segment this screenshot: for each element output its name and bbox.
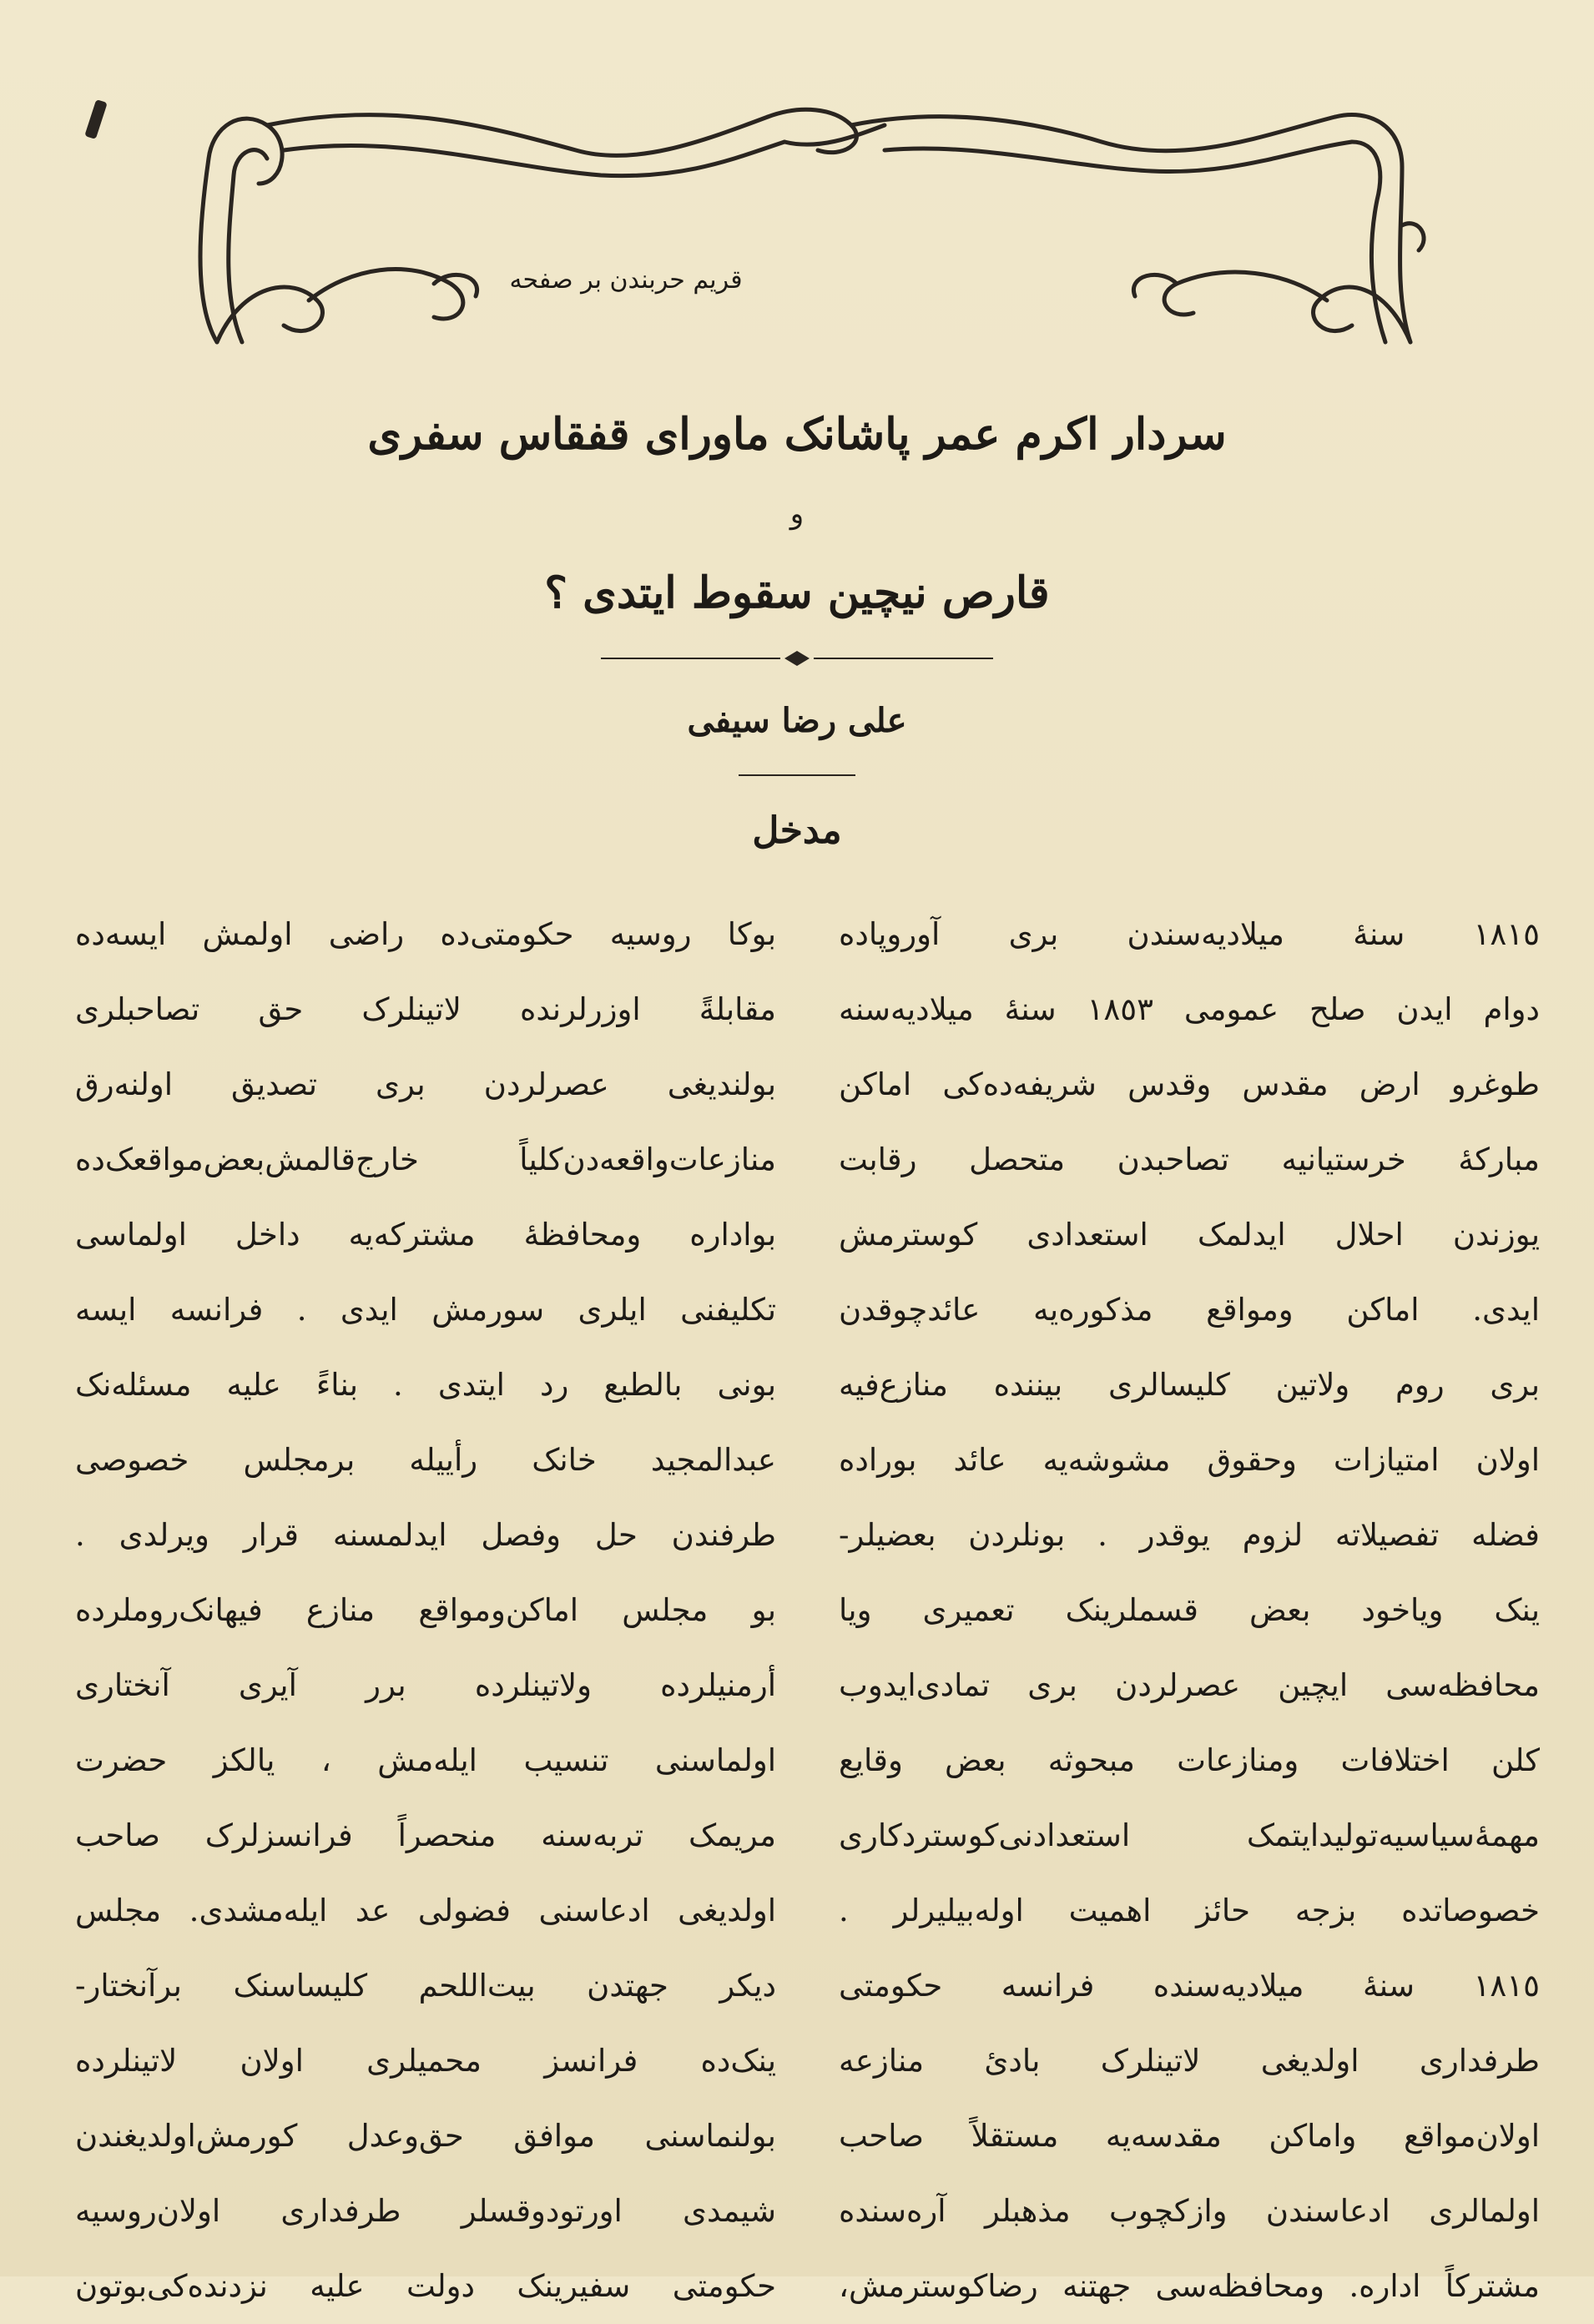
- author-name: علی رضا سیفی: [687, 701, 907, 740]
- text-line: حکومتی سفیرینک دولت علیه نزدنده‌کی‌بوتون: [75, 2268, 776, 2304]
- header-caption: قریم حربندن بر صفحه: [509, 265, 743, 295]
- title-divider-right: [814, 658, 993, 659]
- text-line: ١٨١٥ سنهٔ میلادیه‌سنده فرانسه حکومتی: [839, 1968, 1540, 2004]
- text-column-right: [839, 897, 1540, 2304]
- text-line: أرمنیلرده ولاتینلرده برر آیری آنختاری: [75, 1667, 776, 1703]
- article-title-line-2: قارص نیچین سقوط ایتدی ؟: [544, 567, 1050, 618]
- text-line: محافظه‌سی ایچین عصرلردن بری تمادی‌ایدوب: [839, 1667, 1540, 1703]
- text-line: منازعات‌واقعه‌دن‌کلیاً خارج‌قالمش‌بعض‌مواقعک‌ده: [75, 1142, 776, 1177]
- text-line: مهمهٔ‌سیاسیه‌تولیدایتمک استعدادنی‌کوستردکاری: [839, 1817, 1540, 1853]
- text-line: خصوصاتده بزجه حائز اهمیت اوله‌بیلیرلر .: [839, 1893, 1540, 1928]
- text-line: بو مجلس اماکن‌ومواقع منازع فیهانک‌روملرده: [75, 1592, 776, 1628]
- text-line: اولان امتیازات وحقوق مشوشه‌یه عائد بورادە: [839, 1442, 1540, 1478]
- art-nouveau-header-ornament: [184, 92, 1435, 367]
- text-line: طرفندن حل وفصل ایدلمسنه قرار ویرلدی .: [75, 1517, 776, 1553]
- text-line: ینک‌ده فرانسز محمیلری اولان لاتینلرده: [75, 2043, 776, 2079]
- text-line: اولدیغی ادعاسنی فضولی عد ایله‌مشدی. مجلس: [75, 1893, 776, 1928]
- title-divider-left: [601, 658, 780, 659]
- text-line: ینک ویاخود بعض قسملرینک تعمیری ویا: [839, 1592, 1540, 1628]
- text-line: مریمک تربه‌سنه منحصراً فرانسزلرک صاحب: [75, 1817, 776, 1853]
- text-line: بولندیغی عصرلردن بری تصدیق اولنه‌رق: [75, 1066, 776, 1102]
- text-line: بونی بالطبع رد ایتدی . بناءً علیه مسئله‌نک: [75, 1367, 776, 1403]
- text-line: اولمالری ادعاسندن وازکچوب مذهبلر آره‌سنده: [839, 2193, 1540, 2229]
- text-line: ایدی. اماکن ومواقع مذکوره‌یه عائدچوقدن: [839, 1292, 1540, 1328]
- text-line: بوکا روسیه حکومتی‌ده راضی اولمش ایسه‌ده: [75, 916, 776, 952]
- text-line: مقابلةً اوزرلرنده لاتینلرک حق تصاحبلری: [75, 991, 776, 1027]
- text-line: مبارکهٔ خرستیانیه تصاحبدن متحصل رقابت: [839, 1142, 1540, 1177]
- text-line: اولان‌مواقع واماکن مقدسه‌یه مستقلاً صاحب: [839, 2118, 1540, 2154]
- text-line: کلن اختلافات ومنازعات مبحوثه بعض وقایع: [839, 1742, 1540, 1778]
- text-column-left: [75, 897, 776, 2304]
- text-line: اولماسنی تنسیب ایله‌مش ، یالکز حضرت: [75, 1742, 776, 1778]
- title-divider-ornament: [784, 651, 810, 666]
- ink-mark: [84, 99, 108, 139]
- text-line: بری روم ولاتین کلیسالری بیننده منازع‌فیه: [839, 1367, 1540, 1403]
- text-line: تکلیفنی ایلری سورمش ایدی . فرانسه ایسه: [75, 1292, 776, 1328]
- text-line: مشترکاً اداره. ومحافظه‌سی جهتنه رضاکوسترمش،: [839, 2268, 1540, 2304]
- article-title-line-1: سردار اکرم عمر پاشانک ماورای قفقاس سفری: [367, 409, 1227, 460]
- title-conjunction: و: [789, 497, 805, 531]
- text-line: دوام ایدن صلح عمومی ١٨٥٣ سنهٔ میلادیه‌سنه: [839, 991, 1540, 1027]
- author-underline: [739, 774, 855, 776]
- text-line: بولنماسنی موافق حق‌وعدل کورمش‌اولدیغندن: [75, 2118, 776, 2154]
- text-line: عبدالمجید خانک رأییله برمجلس خصوصی: [75, 1442, 776, 1478]
- text-line: ١٨١٥ سنهٔ میلادیه‌سندن بری آوروپاده: [839, 916, 1540, 952]
- text-line: یوزندن احلال ایدلمک استعدادی کوسترمش: [839, 1217, 1540, 1253]
- text-line: دیکر جهتدن بیت‌اللحم کلیساسنک برآنختار-: [75, 1968, 776, 2004]
- section-heading: مدخل: [752, 809, 842, 852]
- text-line: شیمدی اورتودوقسلر طرفداری اولان‌روسیه: [75, 2193, 776, 2229]
- text-line: طرفداری اولدیغی لاتینلرک بادیٔ منازعه: [839, 2043, 1540, 2079]
- text-line: بواداره ومحافظهٔ مشترکه‌یه داخل اولماسی: [75, 1217, 776, 1253]
- text-line: فضله تفصیلاته لزوم یوقدر . بونلردن بعضیلر-: [839, 1517, 1540, 1553]
- text-line: طوغرو ارض مقدس وقدس شریفه‌ده‌کی اماکن: [839, 1066, 1540, 1102]
